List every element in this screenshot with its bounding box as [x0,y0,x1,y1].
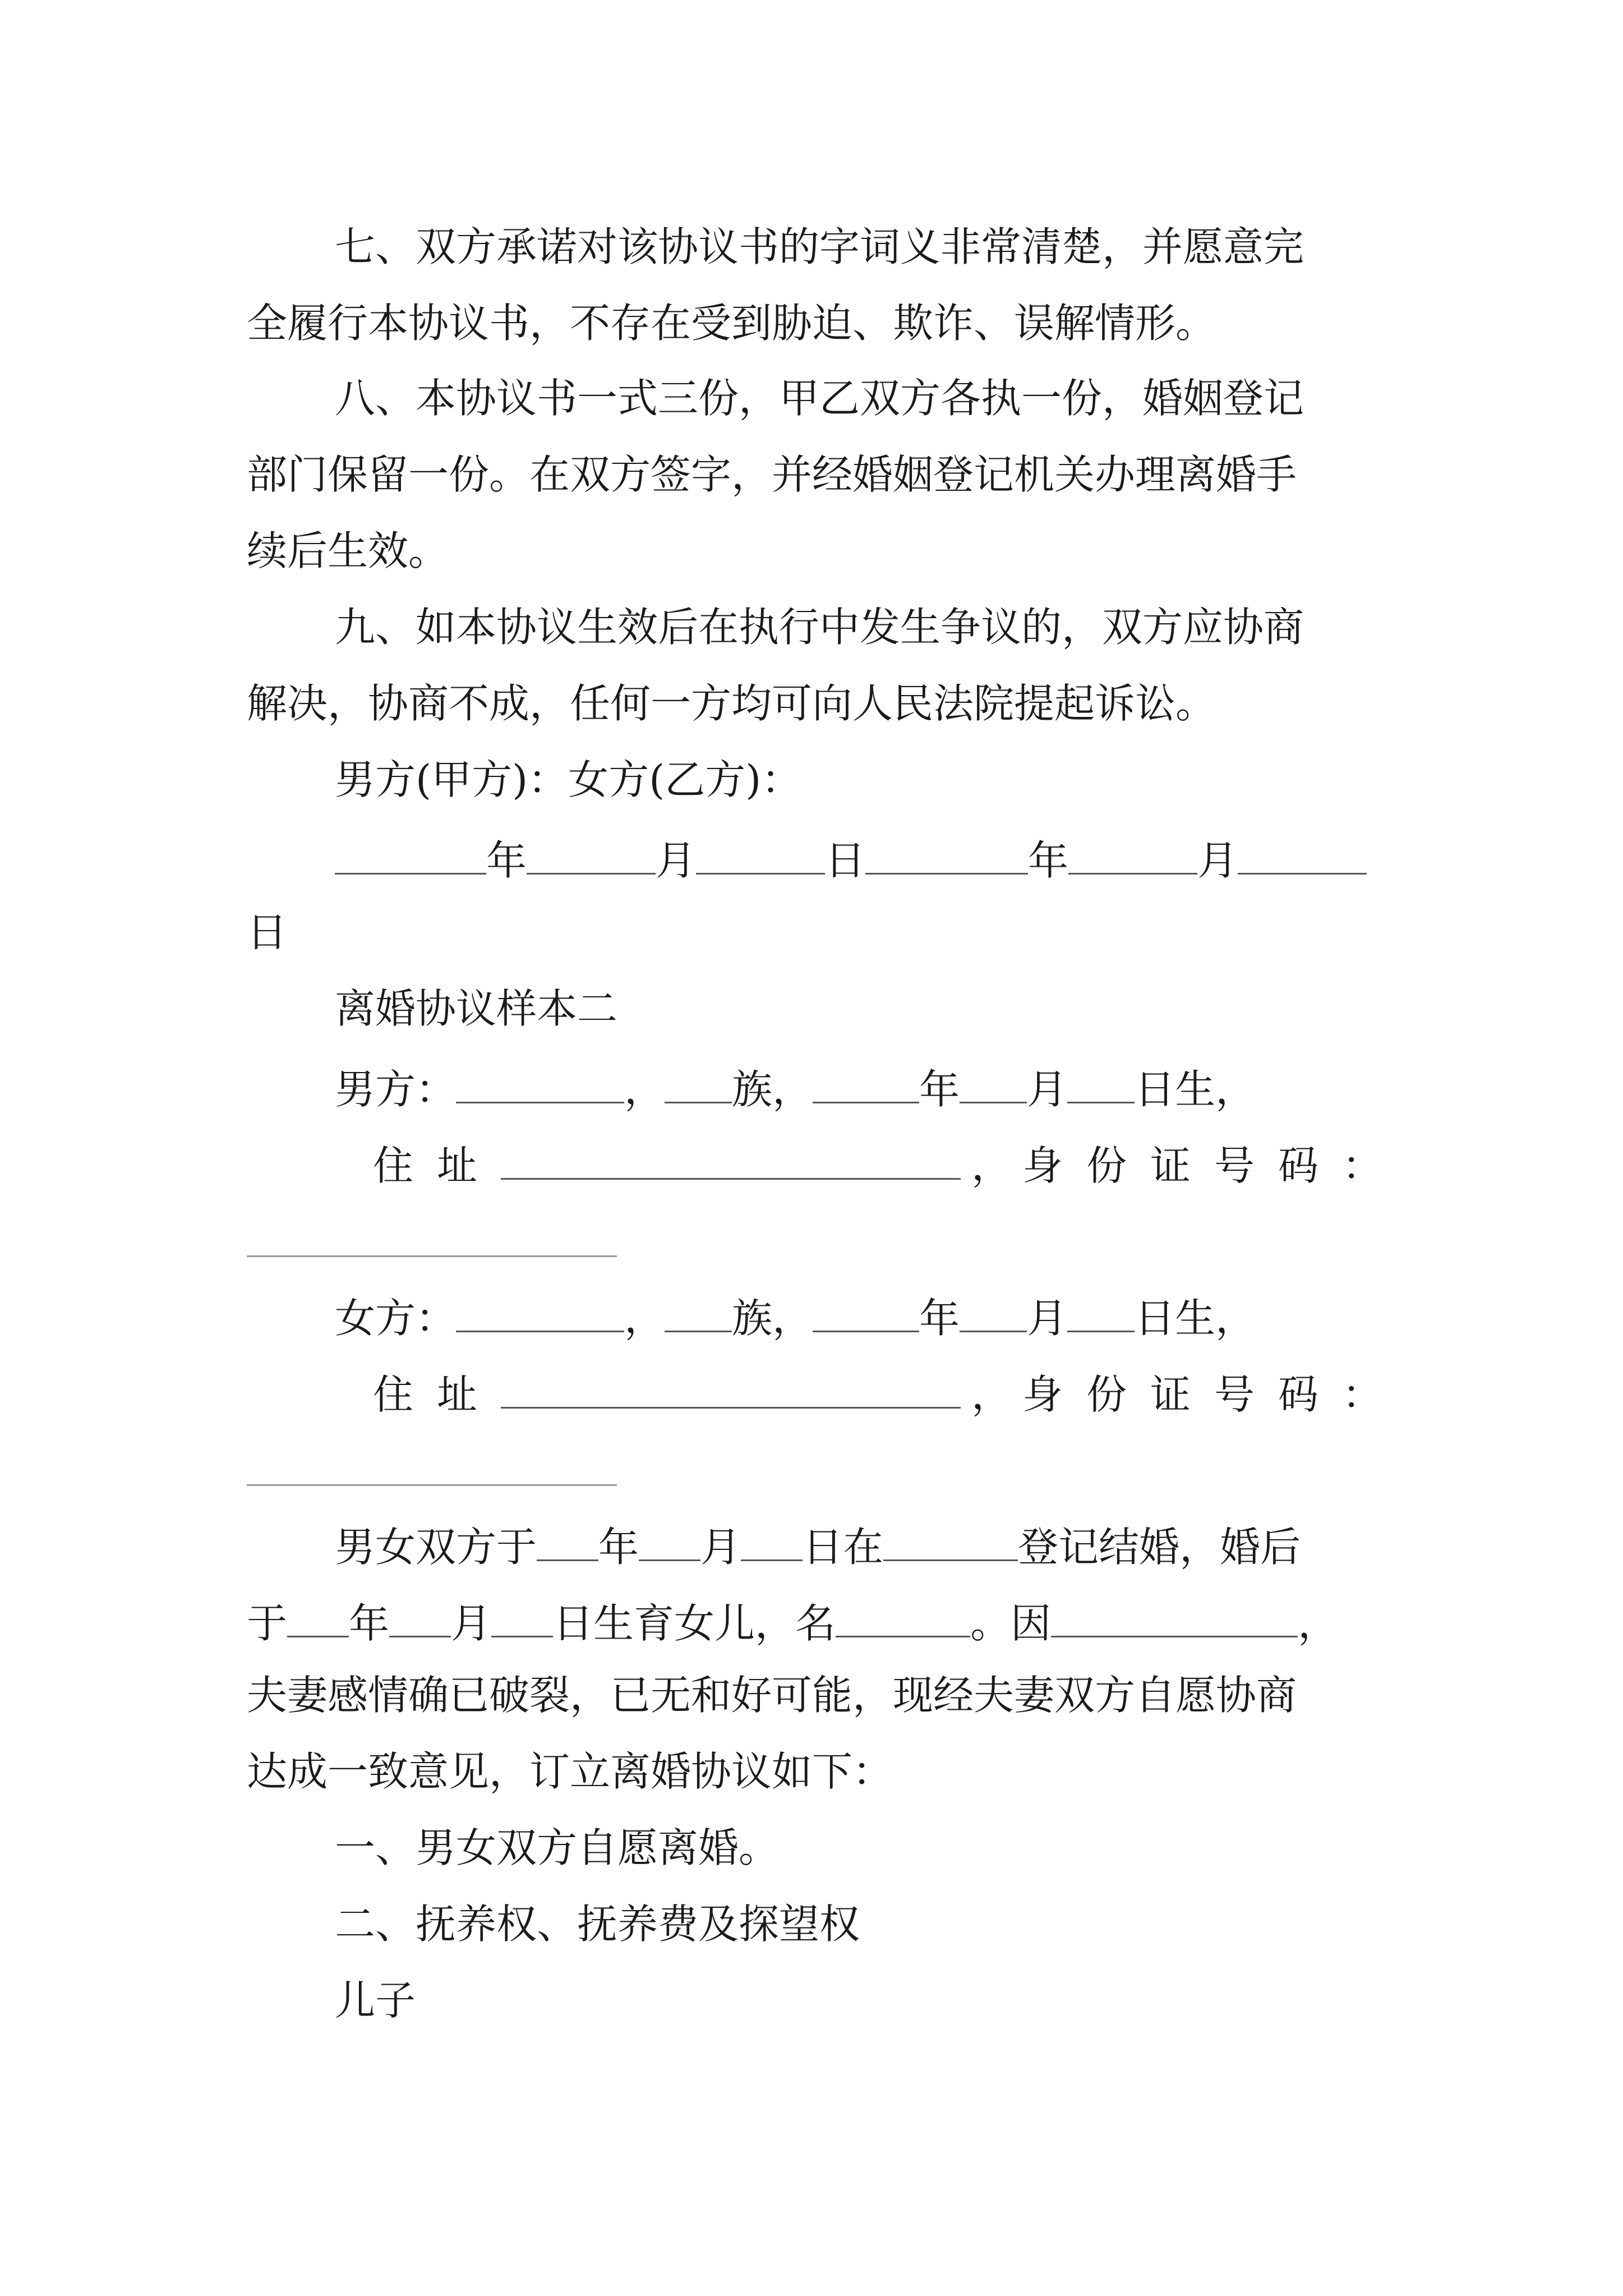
text: 年 [349,1600,390,1647]
ethnic-label: 族， [732,1066,813,1113]
blank-field [491,1599,553,1637]
marriage-line-4: 达成一致意见，订立离婚协议如下： [247,1748,893,1795]
text: 月 [700,1524,741,1571]
comma: ， [624,1295,665,1342]
man-address-line [373,1141,1407,1189]
comma: ， [624,1066,665,1113]
blank-field [696,836,825,875]
comma: ， [971,1142,1012,1189]
comma: ， [971,1371,1012,1418]
id-blank-rule [247,1484,617,1486]
text: 。因 [970,1600,1052,1647]
ethnic-blank [665,1065,732,1103]
text: 登记结婚，婚后 [1018,1524,1301,1571]
blank-field [1238,836,1367,875]
month-label: 月 [1027,1295,1068,1342]
blank-field [883,1522,1018,1561]
text: ， [1298,1600,1339,1647]
name-blank [456,1294,624,1332]
sample-two-heading: 离婚协议样本二 [335,985,618,1032]
month-label: 月 [1027,1066,1068,1113]
text: 于 [247,1600,288,1647]
blank-field [639,1522,700,1561]
id-label: 身份证号码： [1022,1371,1407,1418]
year-blank [813,1065,919,1103]
date-line [335,836,1367,884]
year-label: 年 [1028,837,1069,884]
day-blank [1067,1294,1135,1332]
address-blank [501,1141,961,1180]
clause-7-line-1: 七、双方承诺对该协议书的字词义非常清楚，并愿意完 [335,223,1304,270]
item-2: 二、抚养权、抚养费及探望权 [335,1901,860,1948]
blank-field [741,1522,803,1561]
born-label: 日生， [1135,1295,1256,1342]
name-blank [456,1065,624,1103]
marriage-line-3: 夫妻感情确已破裂，已无和好可能，现经夫妻双方自愿协商 [247,1672,1297,1719]
clause-9-line-1: 九、如本协议生效后在执行中发生争议的，双方应协商 [335,604,1304,651]
year-blank [813,1294,919,1332]
blank-field [527,836,656,875]
blank-field [389,1599,451,1637]
clause-8-line-3: 续后生效。 [247,527,449,574]
blank-field [287,1599,349,1637]
born-label: 日生， [1135,1066,1256,1113]
address-label: 住址 [373,1371,501,1418]
signature-line: 男方(甲方)：女方(乙方)： [335,756,802,803]
blank-field [1068,836,1197,875]
clause-9-line-2: 解决，协商不成，任何一方均可向人民法院提起诉讼。 [247,680,1216,727]
month-blank [960,1065,1027,1103]
woman-label: 女方： [335,1295,457,1342]
item-2-son: 儿子 [335,1977,416,2024]
address-blank [501,1370,961,1409]
text: 日生育女儿，名 [553,1600,836,1647]
clause-7-line-2: 全履行本协议书，不存在受到胁迫、欺诈、误解情形。 [247,300,1216,347]
marriage-line-1 [335,1522,1301,1571]
blank-field [1051,1599,1298,1637]
year-label: 年 [919,1066,960,1113]
month-label: 月 [656,837,697,884]
blank-field [836,1599,970,1637]
blank-field [537,1522,598,1561]
address-label: 住址 [373,1142,501,1189]
man-info-line [335,1065,1256,1113]
item-1: 一、男女双方自愿离婚。 [335,1824,780,1871]
woman-info-line [335,1294,1256,1342]
month-label: 月 [1197,837,1238,884]
year-label: 年 [486,837,527,884]
text: 月 [451,1600,492,1647]
blank-field [865,836,1028,875]
day-label: 日 [825,837,866,884]
text: 年 [598,1524,639,1571]
ethnic-blank [665,1294,732,1332]
man-label: 男方： [335,1066,457,1113]
month-blank [960,1294,1027,1332]
id-blank-rule [247,1255,617,1257]
woman-address-line [373,1370,1407,1418]
text: 日在 [803,1524,884,1571]
clause-8-line-2: 部门保留一份。在双方签字，并经婚姻登记机关办理离婚手 [247,451,1297,498]
marriage-line-2 [247,1599,1339,1647]
date-line-wrap: 日 [247,909,288,956]
blank-field [335,836,486,875]
clause-8-line-1: 八、本协议书一式三份，甲乙双方各执一份，婚姻登记 [335,375,1304,422]
text: 男女双方于 [335,1524,537,1571]
day-blank [1067,1065,1135,1103]
year-label: 年 [919,1295,960,1342]
id-label: 身份证号码： [1022,1142,1407,1189]
ethnic-label: 族， [732,1295,813,1342]
